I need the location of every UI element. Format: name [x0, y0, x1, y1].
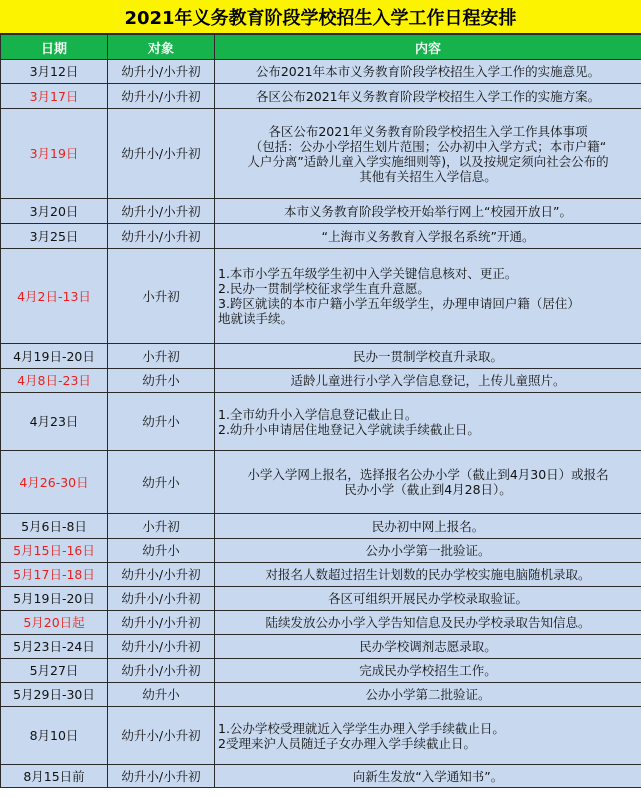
table-row — [1, 587, 641, 611]
content-line: 完成民办学校招生工作。 — [359, 663, 497, 678]
content-line: 地就读手续。 — [218, 311, 294, 326]
cell-target: 幼升小/小升初 — [108, 199, 215, 224]
cell-target: 幼升小/小升初 — [108, 60, 215, 84]
cell-date: 5月20日起 — [1, 611, 108, 635]
content-line: 各区公布2021年义务教育阶段学校招生入学工作具体事项 — [268, 123, 588, 139]
content-line: 公办小学第一批验证。 — [365, 543, 491, 558]
content-line: 民办小学（截止到4月28日）。 — [344, 482, 512, 497]
table-row — [1, 224, 641, 249]
cell-content — [215, 109, 641, 199]
cell-target: 小升初 — [108, 344, 215, 369]
cell-target: 幼升小/小升初 — [108, 563, 215, 587]
cell-target: 幼升小/小升初 — [108, 765, 215, 788]
header-date: 日期 — [1, 35, 108, 60]
cell-content — [215, 60, 641, 84]
cell-target: 幼升小 — [108, 683, 215, 707]
content-line: 人户分离”适龄儿童入学实施细则等)，以及按规定须向社会公布的 — [247, 153, 609, 169]
cell-date: 5月17日-18日 — [1, 563, 108, 587]
cell-date: 3月19日 — [1, 109, 108, 199]
content-line: “上海市义务教育入学报名系统”开通。 — [321, 228, 535, 244]
cell-date: 5月23日-24日 — [1, 635, 108, 659]
cell-target: 幼升小 — [108, 369, 215, 393]
cell-date: 4月2日-13日 — [1, 249, 108, 344]
cell-content — [215, 563, 641, 587]
cell-target: 幼升小/小升初 — [108, 611, 215, 635]
cell-content — [215, 393, 641, 451]
cell-content — [215, 611, 641, 635]
cell-target: 幼升小 — [108, 451, 215, 514]
content-line: 1.本市小学五年级学生初中入学关键信息核对、更正。 — [218, 266, 518, 281]
cell-date: 3月17日 — [1, 84, 108, 109]
content-line: 本市义务教育阶段学校开始举行网上“校园开放日”。 — [284, 203, 572, 219]
content-line: 2.民办一贯制学校征求学生直升意愿。 — [218, 281, 430, 296]
content-line: 民办初中网上报名。 — [371, 518, 485, 534]
schedule-table — [0, 34, 641, 788]
cell-target: 幼升小/小升初 — [108, 707, 215, 765]
cell-content — [215, 514, 641, 539]
cell-target: 幼升小/小升初 — [108, 224, 215, 249]
cell-content — [215, 587, 641, 611]
table-row — [1, 683, 641, 707]
cell-date: 5月6日-8日 — [1, 514, 108, 539]
cell-date: 3月25日 — [1, 224, 108, 249]
table-row — [1, 109, 641, 199]
cell-target: 幼升小/小升初 — [108, 635, 215, 659]
content-line: 小学入学网上报名，选择报名公办小学（截止到4月30日）或报名 — [247, 467, 609, 482]
cell-content — [215, 539, 641, 563]
cell-date: 8月10日 — [1, 707, 108, 765]
table-row — [1, 84, 641, 109]
table-header-row — [1, 35, 641, 60]
cell-content — [215, 635, 641, 659]
cell-target: 小升初 — [108, 249, 215, 344]
cell-content — [215, 765, 641, 788]
content-line: 公办小学第二批验证。 — [365, 687, 491, 702]
header-target: 对象 — [108, 35, 215, 60]
cell-date: 5月27日 — [1, 659, 108, 683]
cell-date: 4月8日-23日 — [1, 369, 108, 393]
cell-target: 幼升小/小升初 — [108, 109, 215, 199]
cell-target: 幼升小 — [108, 539, 215, 563]
cell-content — [215, 369, 641, 393]
content-line: 1.公办学校受理就近入学学生办理入学手续截止日。 — [218, 720, 505, 736]
table-row — [1, 344, 641, 369]
content-line: 适龄儿童进行小学入学信息登记，上传儿童照片。 — [290, 373, 566, 388]
cell-content — [215, 199, 641, 224]
cell-date: 5月19日-20日 — [1, 587, 108, 611]
table-row — [1, 611, 641, 635]
cell-content — [215, 344, 641, 369]
table-row — [1, 514, 641, 539]
content-line: 对报名人数超过招生计划数的民办学校实施电脑随机录取。 — [265, 567, 591, 582]
table-row — [1, 60, 641, 84]
content-line: 2.幼升小申请居住地登记入学就读手续截止日。 — [218, 421, 480, 437]
cell-date: 4月23日 — [1, 393, 108, 451]
content-line: 各区可组织开展民办学校录取验证。 — [327, 591, 528, 606]
cell-date: 8月15日前 — [1, 765, 108, 788]
content-line: 民办一贯制学校直升录取。 — [352, 348, 503, 364]
table-row — [1, 765, 641, 788]
cell-target: 小升初 — [108, 514, 215, 539]
header-content: 内容 — [215, 35, 641, 60]
cell-content — [215, 683, 641, 707]
table-row — [1, 707, 641, 765]
cell-date: 5月15日-16日 — [1, 539, 108, 563]
table-row — [1, 635, 641, 659]
table-body — [1, 60, 641, 788]
cell-content — [215, 224, 641, 249]
table-row — [1, 369, 641, 393]
content-line: 其他有关招生入学信息。 — [359, 168, 497, 184]
content-line: 2受理来沪人员随迁子女办理入学手续截止日。 — [218, 735, 476, 751]
table-row — [1, 393, 641, 451]
cell-date: 4月19日-20日 — [1, 344, 108, 369]
table-row — [1, 563, 641, 587]
cell-content — [215, 707, 641, 765]
content-line: 民办学校调剂志愿录取。 — [359, 639, 497, 654]
cell-content — [215, 84, 641, 109]
content-line: 陆续发放公办小学入学告知信息及民办学校录取告知信息。 — [265, 615, 591, 630]
cell-date: 5月29日-30日 — [1, 683, 108, 707]
cell-date: 3月20日 — [1, 199, 108, 224]
table-row — [1, 249, 641, 344]
content-line: 各区公布2021年义务教育阶段学校招生入学工作的实施方案。 — [255, 88, 601, 104]
content-line: 向新生发放“入学通知书”。 — [352, 768, 504, 784]
content-line: 1.全市幼升小入学信息登记截止日。 — [218, 406, 418, 422]
cell-target: 幼升小/小升初 — [108, 587, 215, 611]
content-line: （包括：公办小学招生划片范围；公办初中入学方式；本市户籍“ — [249, 138, 607, 154]
table-row — [1, 539, 641, 563]
cell-target: 幼升小/小升初 — [108, 84, 215, 109]
table-row — [1, 451, 641, 514]
cell-content — [215, 249, 641, 344]
cell-target: 幼升小 — [108, 393, 215, 451]
content-line: 公布2021年本市义务教育阶段学校招生入学工作的实施意见。 — [255, 64, 601, 79]
table-row — [1, 199, 641, 224]
cell-target: 幼升小/小升初 — [108, 659, 215, 683]
cell-content — [215, 659, 641, 683]
page-title: 2021年义务教育阶段学校招生入学工作日程安排 — [0, 0, 641, 34]
content-line: 3.跨区就读的本市户籍小学五年级学生，办理申请回户籍（居住） — [218, 296, 580, 311]
cell-date: 3月12日 — [1, 60, 108, 84]
cell-content — [215, 451, 641, 514]
table-row — [1, 659, 641, 683]
cell-date: 4月26-30日 — [1, 451, 108, 514]
